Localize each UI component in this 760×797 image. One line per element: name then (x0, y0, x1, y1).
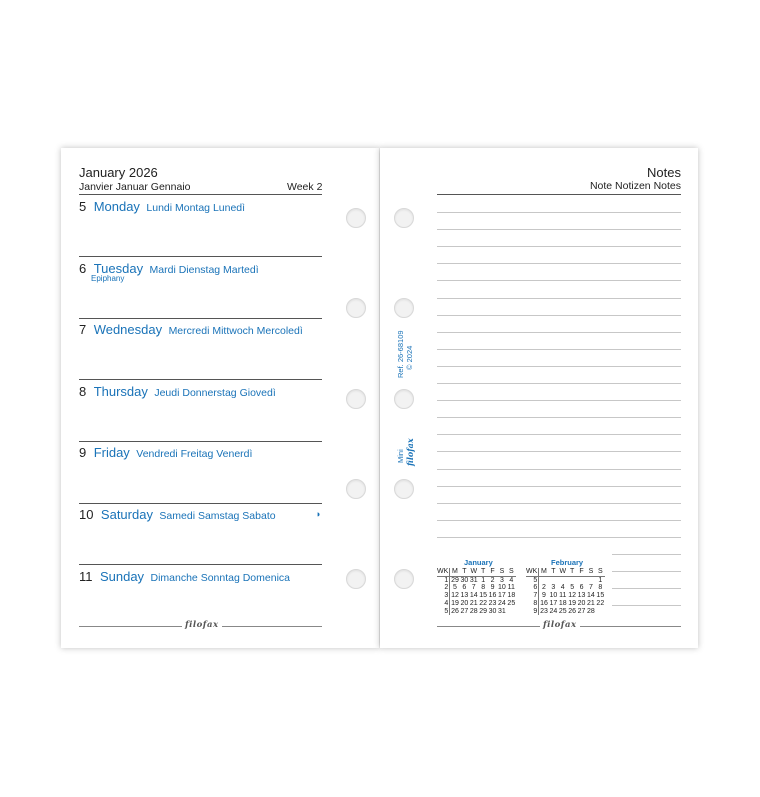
day-translations: Dimanche Sonntag Domenica (150, 572, 290, 584)
punch-hole (394, 298, 414, 318)
day-translations: Mardi Dienstag Martedì (149, 264, 259, 276)
punch-hole (346, 389, 366, 409)
date-cell (507, 608, 516, 616)
note-line[interactable] (437, 451, 681, 452)
date-cell: 22 (479, 599, 488, 607)
day-entry-monday[interactable] (79, 198, 245, 216)
date-cell: 15 (479, 592, 488, 600)
calendar-header-cell: S (497, 568, 506, 576)
week-number-cell: 9 (526, 608, 539, 616)
calendar-header-cell: M (539, 568, 549, 576)
day-divider (79, 379, 322, 380)
date-cell: 7 (588, 584, 593, 592)
date-cell: 14 (469, 592, 478, 600)
date-cell (567, 576, 576, 584)
note-line[interactable] (437, 469, 681, 470)
note-line[interactable] (437, 298, 681, 299)
size-label: Mini (396, 449, 405, 463)
week-number-cell: 7 (526, 592, 539, 600)
punch-hole (346, 298, 366, 318)
calendar-week-row (437, 608, 516, 616)
week-number-cell: 8 (526, 600, 539, 608)
week-number-cell: 5 (526, 576, 539, 584)
calendar-header-cell: F (488, 568, 497, 576)
date-cell: 7 (471, 584, 476, 592)
day-translations: Vendredi Freitag Venerdì (136, 448, 253, 460)
note-line[interactable] (437, 503, 681, 504)
date-cell: 21 (469, 599, 478, 607)
date-cell: 17 (549, 599, 558, 607)
date-cell: 29 (451, 576, 459, 584)
date-cell: 3 (551, 584, 556, 592)
week-label: Week 2 (287, 181, 323, 193)
calendar-week-row (437, 584, 516, 592)
note-line[interactable] (437, 383, 681, 384)
date-cell: 29 (479, 607, 488, 615)
date-cell: 8 (598, 584, 603, 592)
date-cell: 21 (587, 599, 595, 607)
date-cell (539, 576, 549, 584)
day-divider (79, 564, 322, 565)
date-cell: 1 (481, 576, 486, 584)
holiday-label: Epiphany (91, 274, 125, 283)
date-cell: 4 (509, 576, 514, 584)
day-number: 8 (79, 384, 87, 399)
header-rule (79, 194, 322, 195)
day-name: Thursday (93, 384, 148, 399)
date-cell: 9 (542, 592, 546, 600)
day-number: 7 (79, 322, 87, 337)
date-cell: 10 (549, 592, 558, 600)
right-notes-page (380, 148, 698, 648)
day-entry-saturday[interactable] (79, 506, 276, 524)
note-line[interactable] (437, 486, 681, 487)
day-name: Monday (93, 199, 140, 214)
day-name: Tuesday (93, 261, 144, 276)
note-line[interactable] (437, 366, 681, 367)
date-cell: 11 (507, 584, 515, 592)
date-cell: 24 (549, 607, 558, 615)
calendar-header-cell: W (559, 568, 567, 575)
date-cell: 31 (498, 607, 506, 615)
side-filofax-logo: filofax (405, 438, 415, 466)
calendar-header-cell: S (586, 568, 595, 576)
calendar-header-cell: W (470, 568, 478, 575)
note-line[interactable] (437, 537, 681, 538)
note-line[interactable] (612, 588, 681, 589)
note-line[interactable] (437, 417, 681, 418)
date-cell: 8 (481, 584, 486, 592)
left-diary-page (61, 148, 379, 648)
date-cell (558, 576, 567, 584)
date-cell: 12 (451, 592, 459, 600)
copyright-year: © 2024 (405, 345, 414, 370)
week-number-cell: 5 (437, 608, 450, 616)
date-cell: 24 (498, 599, 506, 607)
date-cell: 10 (498, 584, 506, 592)
punch-hole (394, 479, 414, 499)
notes-title: Notes (647, 165, 681, 180)
date-cell: 18 (507, 592, 516, 600)
note-line[interactable] (437, 332, 681, 333)
date-cell: 13 (460, 592, 469, 600)
calendar-week-row (526, 608, 605, 616)
date-cell: 15 (596, 592, 605, 600)
punch-hole (394, 389, 414, 409)
day-translations: Samedi Samstag Sabato (159, 510, 276, 522)
date-cell: 6 (462, 584, 467, 592)
date-cell: 30 (460, 576, 469, 584)
week-number-cell: 1 (437, 576, 450, 584)
punch-hole (346, 208, 366, 228)
note-line[interactable] (612, 554, 681, 555)
day-number: 5 (79, 199, 87, 214)
note-line[interactable] (437, 280, 681, 281)
note-line[interactable] (437, 520, 681, 521)
date-cell: 12 (568, 592, 577, 600)
filofax-logo: filofax (540, 620, 580, 630)
filofax-logo: filofax (182, 620, 222, 630)
date-cell (577, 576, 586, 584)
day-divider (79, 256, 322, 257)
note-line[interactable] (437, 229, 681, 230)
date-cell: 23 (488, 599, 497, 607)
calendar-header-cell: WK (437, 568, 449, 575)
note-line[interactable] (437, 246, 681, 247)
day-translations: Mercredi Mittwoch Mercoledì (168, 325, 303, 337)
day-number: 10 (79, 507, 94, 522)
date-cell: 19 (451, 599, 459, 607)
date-cell: 14 (587, 592, 595, 600)
date-cell (586, 576, 595, 584)
date-cell: 19 (568, 599, 577, 607)
note-line[interactable] (437, 349, 681, 350)
date-cell: 25 (558, 607, 567, 615)
day-entry-thursday[interactable] (79, 383, 276, 401)
punch-hole (346, 569, 366, 589)
date-cell: 2 (490, 576, 495, 584)
week-number-cell: 2 (437, 584, 450, 592)
date-cell: 28 (469, 607, 478, 615)
date-cell: 27 (577, 607, 586, 615)
day-divider (79, 441, 322, 442)
day-number: 11 (79, 569, 93, 584)
day-translations: Jeudi Donnerstag Giovedì (154, 387, 276, 399)
day-name: Wednesday (93, 322, 163, 337)
punch-hole (394, 569, 414, 589)
date-cell: 20 (460, 599, 469, 607)
day-entry-sunday[interactable] (79, 568, 290, 586)
punch-hole (346, 479, 366, 499)
calendar-week-row (526, 600, 605, 608)
note-line[interactable] (612, 605, 681, 606)
calendar-week-row (526, 584, 605, 592)
day-entry-wednesday[interactable] (79, 321, 303, 339)
day-divider (79, 318, 322, 319)
note-line[interactable] (437, 400, 681, 401)
date-cell: 4 (560, 584, 565, 592)
date-cell: 26 (451, 607, 459, 615)
week-number-cell: 6 (526, 584, 539, 592)
mini-calendar-january (437, 568, 516, 615)
calendar-header-cell: S (507, 568, 516, 576)
date-cell: 3 (499, 576, 504, 584)
day-entry-friday[interactable] (79, 444, 252, 462)
calendar-header-cell: WK (526, 568, 538, 575)
calendar-header-cell: T (478, 568, 487, 576)
date-cell: 22 (596, 599, 605, 607)
note-line[interactable] (437, 315, 681, 316)
date-cell: 9 (490, 584, 495, 592)
date-cell: 16 (540, 599, 548, 607)
calendar-week-row (437, 592, 516, 600)
calendar-header-cell: S (596, 568, 605, 576)
mini-calendar-february (526, 568, 605, 615)
date-cell: 28 (587, 607, 595, 615)
date-cell: 25 (507, 599, 516, 607)
day-name: Sunday (99, 569, 145, 584)
notes-translations: Note Notizen Notes (589, 180, 681, 192)
mini-calendar-title-january: January (464, 558, 493, 567)
date-cell: 27 (460, 607, 469, 615)
calendar-week-row (526, 592, 605, 600)
note-line[interactable] (437, 263, 681, 264)
date-cell: 20 (577, 599, 586, 607)
month-title: January 2026 (79, 165, 158, 180)
mini-calendar-title-february: February (551, 558, 584, 567)
date-cell: 26 (568, 607, 577, 615)
calendar-header-cell: F (577, 568, 586, 576)
day-number: 9 (79, 445, 87, 460)
date-cell: 5 (453, 584, 457, 592)
header-rule (437, 194, 681, 195)
date-cell: 17 (498, 592, 506, 600)
date-cell: 5 (570, 584, 575, 592)
calendar-week-row (437, 576, 516, 584)
date-cell: 23 (540, 607, 548, 615)
date-cell: 18 (558, 599, 567, 607)
calendar-header-cell: T (460, 568, 469, 576)
calendar-week-row (526, 576, 605, 584)
date-cell: 11 (559, 592, 567, 600)
date-cell: 6 (579, 584, 584, 592)
month-translations: Janvier Januar Gennaio (79, 181, 191, 193)
week-number-cell: 4 (437, 600, 450, 608)
date-cell: 1 (598, 576, 603, 584)
note-line[interactable] (612, 571, 681, 572)
date-cell (549, 576, 558, 584)
calendar-header-cell: T (567, 568, 576, 576)
calendar-week-row (437, 600, 516, 608)
date-cell: 30 (488, 607, 497, 615)
note-line[interactable] (437, 212, 681, 213)
day-name: Saturday (100, 507, 153, 522)
date-cell: 31 (469, 576, 478, 584)
date-cell: 16 (488, 592, 497, 600)
day-translations: Lundi Montag Lunedì (146, 202, 246, 214)
moon-phase-icon: ◑ (315, 509, 321, 519)
day-divider (79, 503, 322, 504)
week-number-cell: 3 (437, 592, 450, 600)
note-line[interactable] (437, 434, 681, 435)
day-number: 6 (79, 261, 87, 276)
date-cell: 13 (577, 592, 586, 600)
calendar-header-cell: T (549, 568, 558, 576)
date-cell (596, 608, 605, 616)
reference-number: Ref. 26-68109 (396, 330, 405, 378)
date-cell: 2 (542, 584, 546, 592)
calendar-header-cell: M (450, 568, 460, 576)
punch-hole (394, 208, 414, 228)
day-name: Friday (93, 445, 130, 460)
